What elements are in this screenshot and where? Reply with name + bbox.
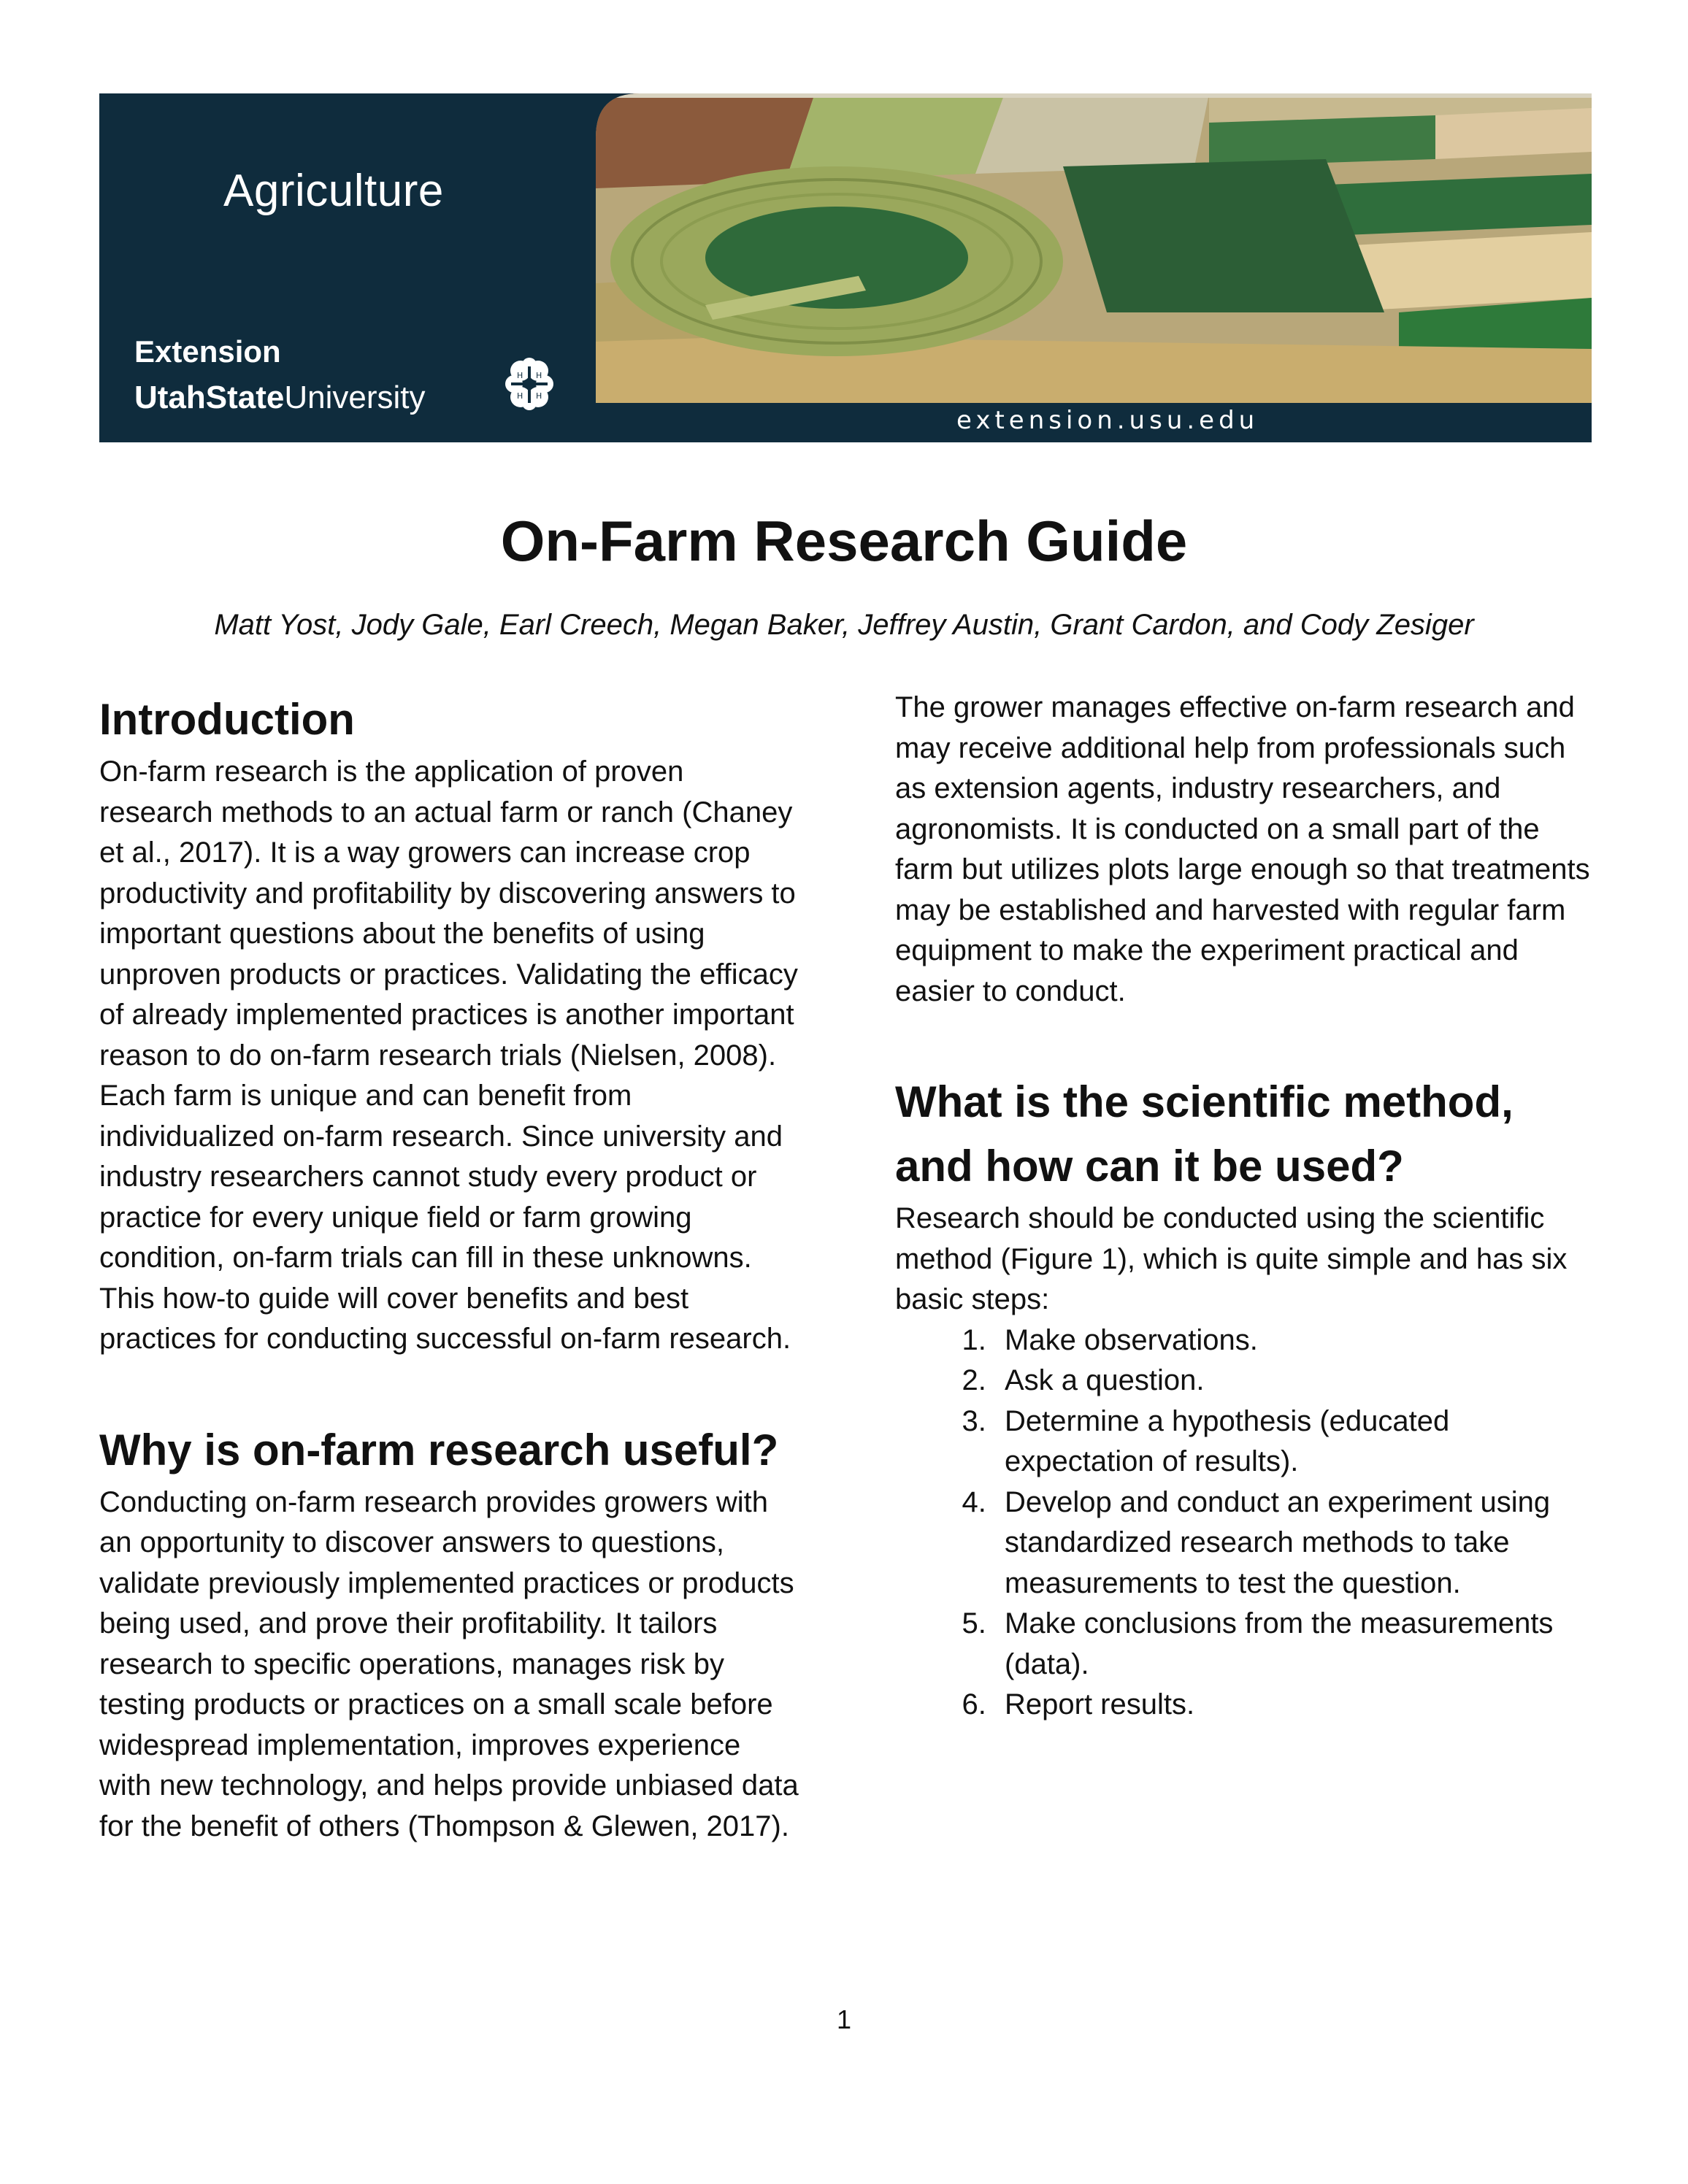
university-name-regular: University <box>284 380 426 415</box>
list-item: 5. Make conclusions from the measurements (data). <box>994 1604 1599 1685</box>
scientific-method-heading: What is the scientific method, and how can it be used? <box>895 1077 1514 1191</box>
banner-university-logo <box>134 380 426 416</box>
list-item: 2. Ask a question. <box>994 1361 1599 1401</box>
list-item: 3. Determine a hypothesis (educated expectation of results). <box>994 1401 1599 1483</box>
why-useful-paragraph: Conducting on-farm research provides growers with an opportunity to discover answers to questions, validate previously implemented practices or products being used, and prove their profitability. It tailors research to specific operations, manages risk by testing products or practices on a small scale before widespread implementation, improves experience with new technology, and helps provide unbiased data for the benefit of others (Thompson & Glewen, 2017). <box>99 1485 799 1842</box>
scientific-method-intro: Research should be conducted using the scientific method (Figure 1), which is quite simple and has six basic steps: <box>895 1202 1568 1315</box>
section-spacer <box>99 1360 800 1418</box>
right-column <box>895 688 1599 1726</box>
banner-category: Agriculture <box>223 166 444 216</box>
document-authors: Matt Yost, Jody Gale, Earl Creech, Megan Baker, Jeffrey Austin, Grant Cardon, and Cody Zesiger <box>214 609 1474 641</box>
svg-text:H: H <box>536 391 542 401</box>
introduction-paragraph: On-farm research is the application of proven research methods to an actual farm or ranch (Chaney et al., 2017). It is a way growers can increase crop productivity and profitability by discovering answers to important questions about the benefits of using unproven products or practices. Validating the efficacy of already implemented practices is another important reason to do on-farm research trials (Nielsen, 2008). Each farm is unique and can benefit from individualized on-farm research. Since university and industry researchers cannot study every product or practice for every unique field or farm growing condition, on-farm trials can fill in these unknowns. This how-to guide will cover benefits and best practices for conducting successful on-farm research. <box>99 755 798 1355</box>
svg-text:H: H <box>517 371 523 380</box>
svg-text:H: H <box>517 391 523 401</box>
list-item: 1. Make observations. <box>994 1320 1599 1361</box>
header-banner <box>99 93 1592 442</box>
introduction-heading: Introduction <box>99 695 355 744</box>
page-number: 1 <box>836 2004 852 2034</box>
banner-url: extension.usu.edu <box>956 406 1259 435</box>
svg-text:H: H <box>536 371 542 380</box>
scientific-method-steps <box>895 1320 1599 1726</box>
university-name-bold: UtahState <box>134 380 285 415</box>
4h-clover-icon <box>499 355 559 415</box>
list-item: 6. Report results. <box>994 1685 1599 1726</box>
continued-paragraph: The grower manages effective on-farm research and may receive additional help from professionals such as extension agents, industry researchers, and agronomists. It is conducted on a small part of the farm but utilizes plots large enough so that treatments may be established and harvested with regular farm equipment to make the experiment practical and easier to conduct. <box>895 691 1590 1007</box>
left-column <box>99 688 800 1847</box>
document-title: On-Farm Research Guide <box>500 509 1188 573</box>
list-item: 4. Develop and conduct an experiment using standardized research methods to take measurements to test the question. <box>994 1483 1599 1604</box>
aerial-farm-photo <box>596 93 1592 403</box>
section-spacer <box>895 1012 1599 1070</box>
why-useful-heading: Why is on-farm research useful? <box>99 1425 779 1474</box>
banner-extension-label: Extension <box>134 334 281 369</box>
